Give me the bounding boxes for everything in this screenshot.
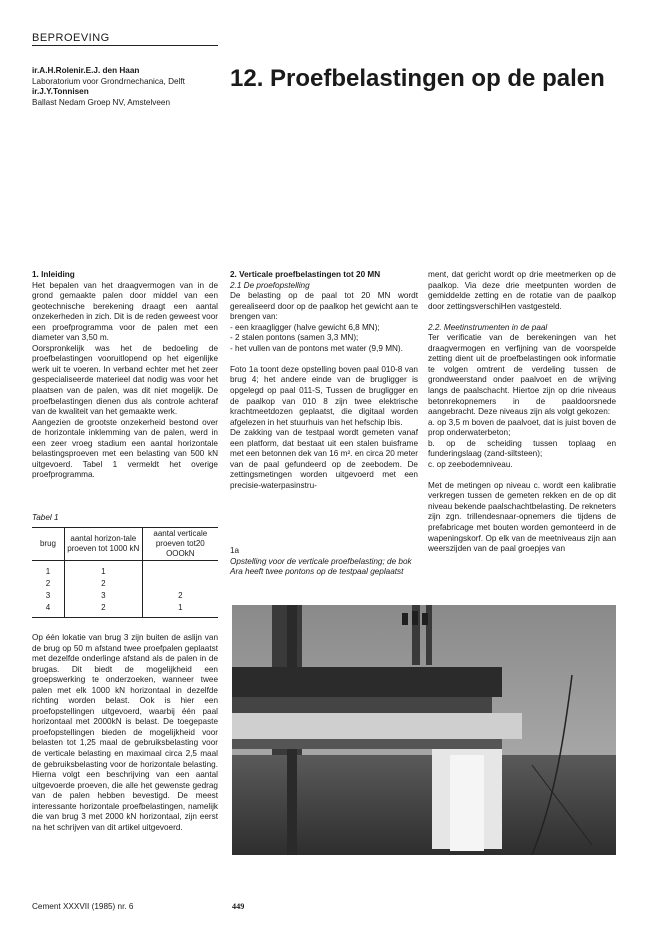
paragraph: ment, dat gericht wordt op drie meetmerken op de paalkop. Via deze drie meetpunten worden de gemiddelde zetting en de rotatie van de paalkop door zettingsverschiHen vastgesteld. — [428, 270, 616, 311]
table-header: aantal verticale proeven tot20 OOOkN — [142, 528, 218, 561]
figure-caption-text: Opstelling voor de verticale proefbelasting; de bok Ara heeft twee pontons op de testpaal geplaatst — [230, 556, 412, 576]
header-rule — [32, 45, 218, 46]
paragraph: Met de metingen op niveau c. wordt een kalibratie verkregen tussen de gemeten rekken en de op dit niveau bekende paalschachtbelasting. De rekneters zijn zgn. trillendesnaar-opnemers die tijdens de prefabricage met bouten worden gemonteerd in de wapeningskorf. Op elk van de meetniveaus zijn aan weerszijden van de paal groepjes van — [428, 480, 616, 554]
column-3 — [428, 270, 616, 555]
section-label: BEPROEVING — [32, 32, 110, 44]
list-item: - het vullen van de pontons met water (9,9 MN). — [230, 343, 403, 353]
table-header: brug — [32, 528, 65, 561]
paragraph: De zakking van de testpaal wordt gemeten vanaf een platform, dat bestaat uit een stalen buisframe met een betonnen dek van 16 m². en circa 20 meter van de paal gefundeerd op de zeebodem. De zettingsmetingen worden uitgevoerd met een precisie-waterpasinstru- — [230, 428, 418, 490]
paragraph: Oorspronkelijk was het de bedoeling de proefbelastingen vooruitlopend op het eigenlijke werk uit te voeren. In verband echter met het zeer gespecialiseerde materieel dat nodig was voor het plaatsen van de palen, was dit niet mogelijk. De proefbelastingen dienen dus als controle achteraf van de kwaliteit van het gemaakte werk. — [32, 343, 218, 417]
list-item: a. op 3,5 m boven de paalvoet, dat is juist boven de prop onderwaterbeton; — [428, 417, 616, 438]
paragraph: Foto 1a toont deze opstelling boven paal 010-8 van brug 4; het andere einde van de brugligger is opgelegd op paal 011-S, Tussen de brugligger en de paalkop van 010 8 zijn twee elektrische krachtmeetdozen geplaatst, die digitaal worden afgelezen in het stuurhuis van het hefschip Ibis. — [230, 364, 418, 427]
journal-reference: Cement XXXVII (1985) nr. 6 — [32, 902, 134, 911]
paragraph: Op één lokatie van brug 3 zijn buiten de aslijn van de brug op 50 m afstand twee proefpalen geplaatst met dezelfde onderlinge afstand als de palen in de brugas. Dit biedt de mogelijkheid een groepswerking te onderzoeken, wanneer twee palen met elk 1000 kN horizontaal in dezelfde richting worden belast. Ook is hier een proefopstellingen uitgevoerd, waarbij één paal horizontaal met 2000kN is belast. De toegepaste proefopstellingen bieden de mogelijkheid voor belasten tot 1,25 maal de gebruiksbelasting voor de verticale belasting en maximaal circa 2,5 maal de gebruiksbelasting voor de horizontale belasting. Hierna volgt een beschrijving van een aantal uitgevoerde proeven, die alle het gewenste gedrag van de palen hebben bevestigd. De meest interessante horizontale proefbelastingen, namelijk die van brug 3 met 2000 kN horizontaal, zijn eerst na het schrijven van dit artikel uitgevoerd. — [32, 633, 218, 832]
author-names-2: ir.J.Y.Tonnisen — [32, 87, 89, 97]
list-item: c. op zeebodemniveau. — [428, 459, 513, 469]
list-item: - 2 stalen pontons (samen 3,3 MN); — [230, 333, 359, 343]
column-2 — [230, 270, 418, 491]
table-row: 4 2 1 — [32, 602, 218, 618]
paragraph: Het bepalen van het draagvermogen van in de grond gemaakte palen door middel van een geotechnische berekening draagt een aantal onzekerheden in zich. Dit is de reden geweest voor een proefprogramma voor de palen met een diameter van 3,50 m. — [32, 280, 218, 343]
section-heading-inleiding: 1. Inleiding — [32, 270, 75, 279]
paragraph: Aangezien de grootste onzekerheid bestond over de horizontale inklemming van de palen, werd in een zeer vroeg stadium een aantal horizontale belastingsproeven met een belasting van 500 kN uitgevoerd. Tabel 1 vermeldt het overige proefprogramma. — [32, 417, 218, 480]
list-item: b. op de scheiding tussen toplaag en funderingslaag (zand-siltsteen); — [428, 438, 616, 459]
column-1 — [32, 270, 218, 481]
author-affiliation-1: Laboratorium voor Grondrnechanica, Delft — [32, 76, 185, 86]
column-1-continued — [32, 633, 218, 833]
authors-block — [32, 66, 222, 108]
list-item: - een kraagligger (halve gewicht 6,8 MN); — [230, 322, 380, 332]
paragraph: Ter verificatie van de berekeningen van het draagvermogen en verfijning van de voorspelde zetting dient uit de proefbelastingen ook informatie te volgen omtrent de verdeling tussen de grondweerstand onder paalvoet en de wrijving langs de paalschacht. Hiertoe zijn op drie niveaus betonrekopnemers in de paaldoorsnede aangebracht. Deze niveaus zijn als volgt gekozen: — [428, 333, 616, 417]
table-row: 1 1 — [32, 561, 218, 579]
paragraph: De belasting op de paal tot 20 MN wordt gerealiseerd door op de paalkop het gewicht aan te brengen van: — [230, 291, 418, 322]
figure-caption — [230, 546, 420, 578]
subsection-heading: 2.1 De proefopstelling — [230, 280, 310, 290]
section-heading-verticale: 2. Verticale proefbelastingen tot 20 MN — [230, 270, 381, 279]
test-setup-photo — [232, 605, 616, 855]
table-caption: Tabel 1 — [32, 513, 59, 522]
table-row: 2 2 — [32, 578, 218, 590]
article-title: 12. Proefbelastingen op de palen — [230, 65, 605, 92]
table-row: 3 3 2 — [32, 590, 218, 602]
test-program-table — [32, 527, 218, 618]
author-names-1: ir.A.H.Rolenir.E.J. den Haan — [32, 66, 140, 75]
figure-label: 1a — [230, 546, 240, 555]
page-number: 449 — [232, 902, 245, 911]
table-header: aantal horizon-tale proeven tot 1000 kN — [65, 528, 143, 561]
subsection-heading: 2.2. Meetinstrumenten in de paal — [428, 322, 548, 332]
photo-illustration — [232, 605, 616, 855]
author-affiliation-2: Ballast Nedam Groep NV, Amstelveen — [32, 97, 171, 107]
